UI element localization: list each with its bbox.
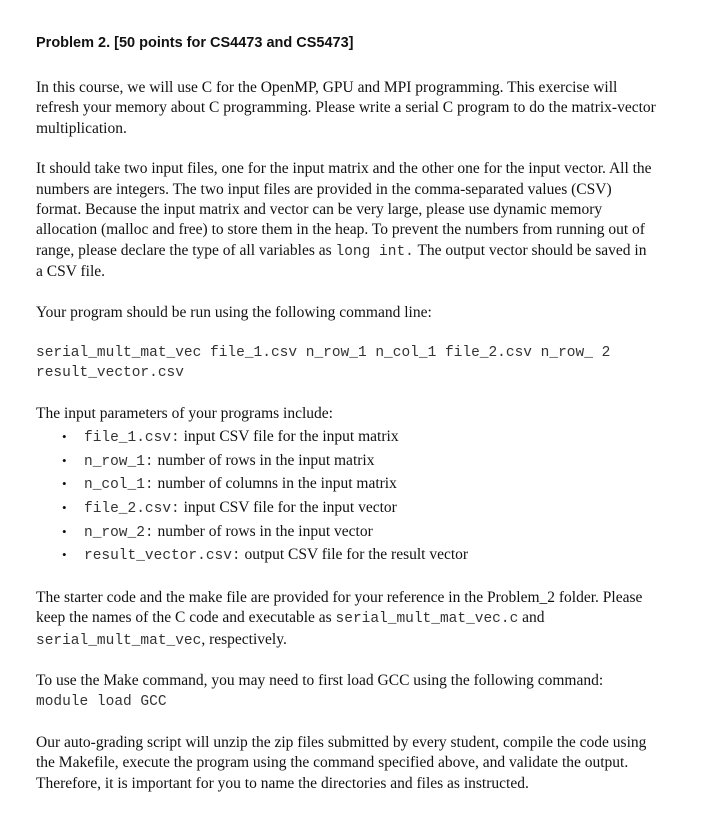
bullet-icon: • bbox=[62, 452, 67, 468]
list-item bbox=[62, 521, 656, 545]
requirements-text-b: The output vector should be saved in a CSV file. bbox=[36, 241, 647, 281]
grading-paragraph: Our auto-grading script will unzip the zip files submitted by every student, compile the code using the Makefile, execute the program using the command specified above, and validate the output. Therefore, it is important for you to name the directories and files as instructed. bbox=[36, 733, 647, 792]
command-intro: Your program should be run using the following command line: bbox=[36, 303, 432, 321]
command-line: serial_mult_mat_vec file_1.csv n_row_1 n_col_1 file_2.csv n_row_ 2 result_vector.csv bbox=[36, 345, 619, 382]
long-int-code: long int. bbox=[335, 243, 414, 260]
starter-text-a: The starter code and the make file are provided for your reference in the Problem_2 folder. Please keep the names of the C code and executable as bbox=[36, 588, 643, 627]
starter-text-c: , respectively. bbox=[201, 630, 287, 648]
starter-code-paragraph bbox=[36, 588, 656, 651]
list-item bbox=[62, 473, 656, 497]
param-desc: number of columns in the input matrix bbox=[153, 475, 397, 493]
intro-paragraph: In this course, we will use C for the OpenMP, GPU and MPI programming. This exercise will refresh your memory about C programming. Please write a serial C program to do the matrix-vector multiplication. bbox=[36, 79, 656, 137]
param-code: result_vector.csv: bbox=[84, 548, 241, 565]
param-desc: number of rows in the input vector bbox=[153, 522, 373, 540]
make-paragraph bbox=[36, 671, 656, 713]
document-page bbox=[36, 34, 656, 814]
make-text: To use the Make command, you may need to first load GCC using the following command: bbox=[36, 672, 604, 690]
list-item bbox=[62, 544, 656, 568]
param-desc: input CSV file for the input vector bbox=[179, 499, 397, 517]
requirements-paragraph bbox=[36, 159, 656, 282]
bullet-icon: • bbox=[62, 476, 67, 492]
bullet-icon: • bbox=[62, 500, 67, 516]
params-intro: The input parameters of your programs include: bbox=[36, 404, 333, 422]
params-list bbox=[36, 426, 656, 568]
list-item bbox=[62, 450, 656, 474]
bullet-icon: • bbox=[62, 429, 67, 445]
param-code: file_1.csv: bbox=[84, 430, 180, 447]
starter-text-b: and bbox=[518, 609, 545, 627]
bullet-icon: • bbox=[62, 547, 67, 563]
param-desc: input CSV file for the input matrix bbox=[179, 428, 399, 446]
param-desc: number of rows in the input matrix bbox=[153, 451, 375, 469]
requirements-text-a: It should take two input files, one for the input matrix and the other one for the input vector. All the numbers are integers. The two input files are provided in the comma-separated values (CSV) format. Because the input matrix and vector can be very large, please use dynamic memory allocation (malloc and free) to store them in the heap. To prevent the numbers from running out of range, please declare the type of all variables as bbox=[36, 160, 652, 259]
bullet-icon: • bbox=[62, 523, 67, 539]
list-item bbox=[62, 497, 656, 521]
param-code: file_2.csv: bbox=[84, 501, 180, 518]
source-file-code: serial_mult_mat_vec.c bbox=[335, 611, 519, 628]
param-code: n_row_1: bbox=[84, 453, 154, 470]
module-load-code: module load GCC bbox=[36, 694, 167, 711]
param-code: n_col_1: bbox=[84, 477, 154, 494]
param-desc: output CSV file for the result vector bbox=[240, 546, 469, 564]
list-item bbox=[62, 426, 656, 450]
param-code: n_row_2: bbox=[84, 524, 154, 541]
executable-code: serial_mult_mat_vec bbox=[36, 632, 202, 649]
problem-title: Problem 2. [50 points for CS4473 and CS5473] bbox=[36, 35, 354, 51]
